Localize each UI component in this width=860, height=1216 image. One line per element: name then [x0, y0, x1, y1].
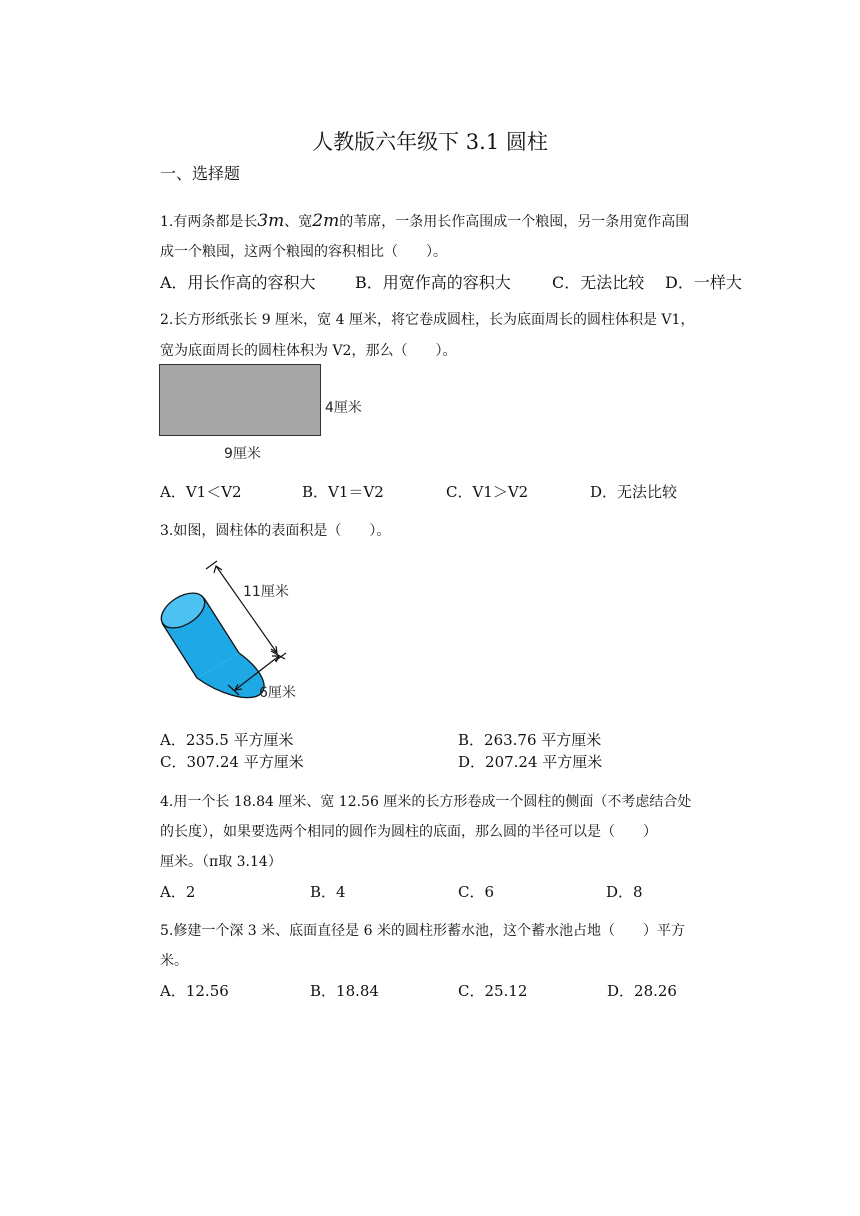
cylinder-height-label: 11厘米 — [243, 584, 289, 600]
question-3-line-1: 3.如图，圆柱体的表面积是（ ）。 — [160, 523, 391, 539]
q1-math-width: 2m — [312, 211, 340, 231]
q5-option-a[interactable]: A．12.56 — [160, 982, 229, 1000]
q1-text-part-2: 、宽 — [284, 214, 313, 230]
q2-option-b[interactable]: B．V1＝V2 — [302, 483, 384, 501]
q5-option-b[interactable]: B．18.84 — [310, 982, 379, 1000]
rectangle-length-label: 9厘米 — [224, 446, 261, 462]
page-title: 人教版六年级下 3.1 圆柱 — [312, 130, 548, 154]
question-1-line-2: 成一个粮囤，这两个粮囤的容积相比（ ）。 — [160, 244, 447, 260]
q1-option-b[interactable]: B．用宽作高的容积大 — [355, 273, 511, 292]
q1-text-part-1: 1.有两条都是长 — [160, 214, 258, 230]
question-2-line-1: 2.长方形纸张长 9 厘米，宽 4 厘米，将它卷成圆柱，长为底面周长的圆柱体积是 V1， — [160, 312, 695, 328]
rectangle-figure — [159, 364, 321, 436]
question-4-line-1: 4.用一个长 18.84 厘米、宽 12.56 厘米的长方形卷成一个圆柱的侧面（不考虑结合处 — [160, 794, 692, 810]
q1-option-d[interactable]: D．一样大 — [665, 273, 742, 292]
q5-option-c[interactable]: C．25.12 — [458, 982, 528, 1000]
question-5-line-1: 5.修建一个深 3 米、底面直径是 6 米的圆柱形蓄水池，这个蓄水池占地（ ）平方 — [160, 923, 685, 939]
rectangle-width-label: 4厘米 — [325, 400, 362, 416]
question-2-line-2: 宽为底面周长的圆柱体积为 V2，那么（ ）。 — [160, 343, 457, 359]
section-heading: 一、选择题 — [160, 164, 241, 183]
q2-option-d[interactable]: D．无法比较 — [590, 483, 678, 501]
q3-option-b[interactable]: B．263.76 平方厘米 — [458, 731, 602, 749]
question-1-line-1 — [160, 211, 690, 231]
question-4-line-3: 厘米。（π取 3.14） — [160, 854, 282, 870]
q1-option-c[interactable]: C．无法比较 — [552, 273, 645, 292]
q1-math-length: 3m — [257, 211, 285, 231]
q4-option-a[interactable]: A．2 — [160, 883, 196, 901]
question-4-line-2: 的长度），如果要选两个相同的圆作为圆柱的底面，那么圆的半径可以是（ ） — [160, 824, 657, 840]
q3-option-d[interactable]: D．207.24 平方厘米 — [458, 753, 603, 771]
question-5-line-2: 米。 — [160, 953, 188, 969]
q4-option-c[interactable]: C．6 — [458, 883, 495, 901]
q4-option-d[interactable]: D．8 — [606, 883, 643, 901]
cylinder-diameter-label: 6厘米 — [259, 685, 296, 701]
q1-option-a[interactable]: A．用长作高的容积大 — [160, 273, 316, 292]
q2-option-c[interactable]: C．V1＞V2 — [446, 483, 529, 501]
q3-option-c[interactable]: C．307.24 平方厘米 — [160, 753, 304, 771]
q5-option-d[interactable]: D．28.26 — [607, 982, 677, 1000]
q1-text-part-3: 的苇席，一条用长作高围成一个粮囤，另一条用宽作高围 — [339, 214, 690, 230]
q2-option-a[interactable]: A．V1＜V2 — [160, 483, 242, 501]
q4-option-b[interactable]: B．4 — [310, 883, 346, 901]
q3-option-a[interactable]: A．235.5 平方厘米 — [160, 731, 294, 749]
